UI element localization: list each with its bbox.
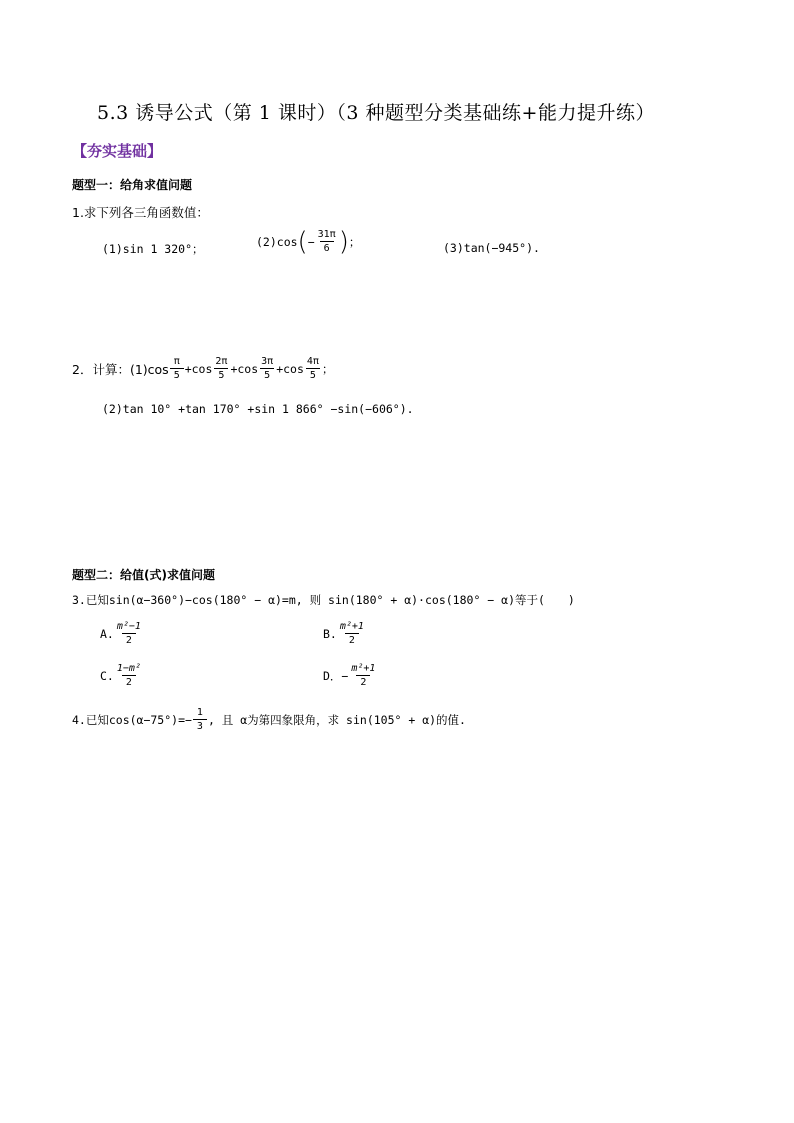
fraction-4 <box>305 355 321 382</box>
question-4-prefix: 4.已知cos(α−75°)=− <box>72 712 192 727</box>
denominator: 2 <box>356 675 370 689</box>
denominator: 2 <box>345 633 359 647</box>
option-b-label: B. <box>323 626 337 641</box>
plus-cos: +cos <box>184 361 213 376</box>
numerator: 31π <box>317 229 336 240</box>
option-c-fraction <box>115 662 143 689</box>
option-d <box>323 662 378 689</box>
denominator: 2 <box>122 675 136 689</box>
question-4-fraction <box>193 706 207 733</box>
left-paren: ( <box>297 226 308 257</box>
question-1-part-2 <box>256 228 360 255</box>
option-d-label: D．− <box>323 668 349 683</box>
question-2-part-2: (2)tan 10° +tan 170° +sin 1 866° −sin(−606°). <box>102 402 414 416</box>
question-4 <box>72 706 466 733</box>
denominator: 5 <box>260 368 274 382</box>
numerator: m²+1 <box>339 621 364 632</box>
numerator: 3π <box>261 356 274 367</box>
denominator: 6 <box>320 241 334 255</box>
question-1-part-3: (3)tan(−945°). <box>443 241 540 255</box>
numerator: 2π <box>215 356 228 367</box>
question-2-part-1 <box>72 355 333 382</box>
denominator: 2 <box>122 633 136 647</box>
fraction-2 <box>213 355 229 382</box>
question-type-1-heading: 题型一：给角求值问题 <box>72 178 193 192</box>
question-type-2-heading: 题型二：给值(式)求值问题 <box>72 568 215 582</box>
option-d-fraction <box>349 662 377 689</box>
question-2-end: ； <box>321 361 334 376</box>
question-1-stem: 1.求下列各三角函数值： <box>72 205 209 220</box>
numerator: m²−1 <box>116 621 141 632</box>
denominator: 5 <box>214 368 228 382</box>
section-heading: 【夯实基础】 <box>72 142 163 160</box>
question-1-part-1: (1)sin 1 320°； <box>102 242 204 256</box>
numerator: m²+1 <box>351 663 376 674</box>
question-3-stem: 3.已知sin(α−360°)−cos(180° − α)=m, 则 sin(180° + α)·cos(180° − α)等于( ) <box>72 593 575 607</box>
option-c-label: C. <box>100 668 114 683</box>
part-2-prefix: (2)cos <box>256 234 298 249</box>
numerator: 1−m² <box>116 663 141 674</box>
part-2-suffix: ； <box>348 234 361 249</box>
question-4-suffix: , 且 α为第四象限角，求 sin(105° + α)的值. <box>207 712 466 727</box>
numerator: π <box>173 356 180 367</box>
denominator: 3 <box>193 719 207 733</box>
denominator: 5 <box>170 368 184 382</box>
page-title: 5.3 诱导公式（第 1 课时）（3 种题型分类基础练+能力提升练） <box>97 102 655 124</box>
option-b-fraction <box>338 620 366 647</box>
fraction-1 <box>170 355 184 382</box>
option-c <box>100 662 144 689</box>
plus-cos: +cos <box>276 361 304 376</box>
fraction-3 <box>259 355 275 382</box>
option-a <box>100 620 144 647</box>
denominator: 5 <box>306 368 320 382</box>
option-a-label: A. <box>100 626 114 641</box>
option-b <box>323 620 367 647</box>
plus-cos: +cos <box>230 361 259 376</box>
question-2-prefix: 2．计算：(1)cos <box>72 361 169 377</box>
fraction <box>316 228 338 255</box>
minus-sign: − <box>307 234 315 249</box>
right-paren: ) <box>338 226 349 257</box>
numerator: 4π <box>306 356 319 367</box>
option-a-fraction <box>115 620 143 647</box>
numerator: 1 <box>196 707 203 718</box>
